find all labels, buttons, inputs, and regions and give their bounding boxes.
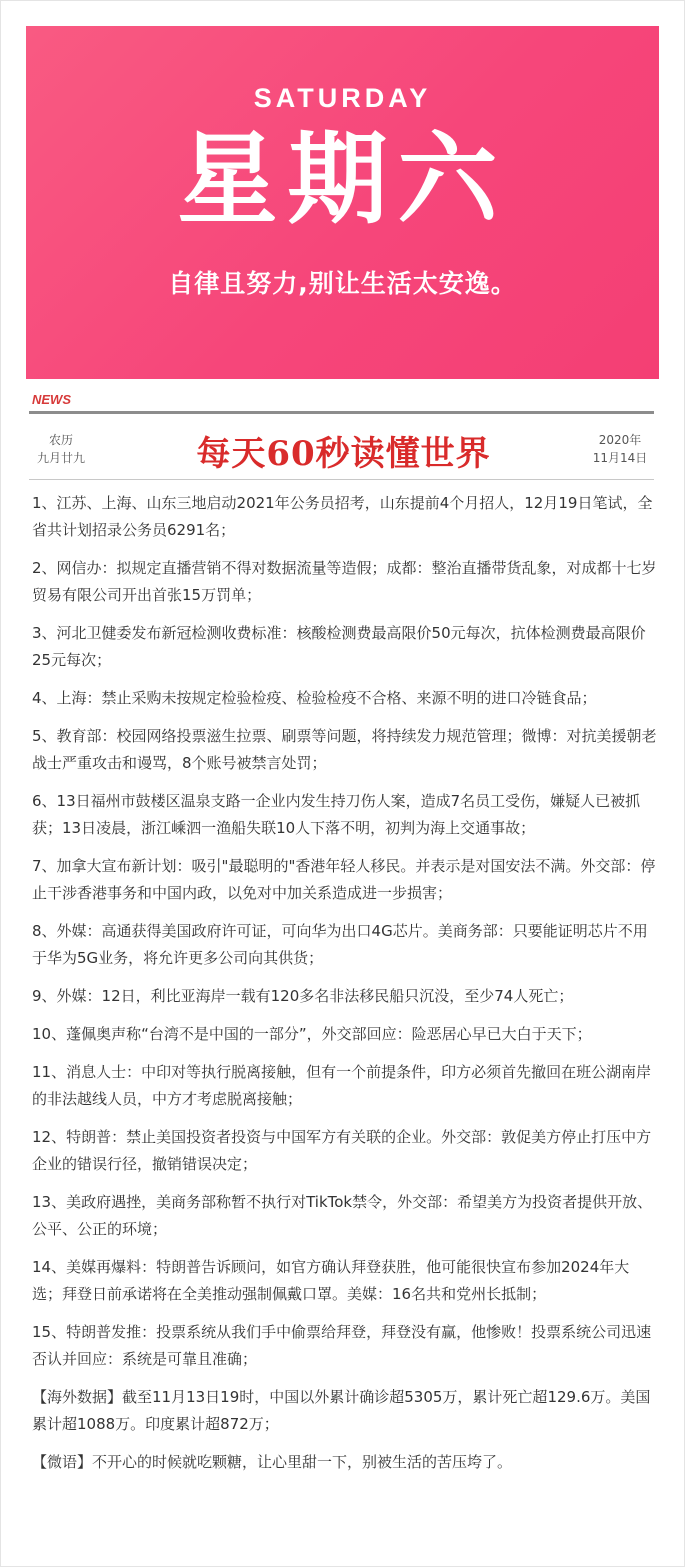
date-year: 2020年: [598, 433, 642, 447]
news-item: 15、特朗普发推：投票系统从我们手中偷票给拜登，拜登没有赢，他惨败！投票系统公司迅速否认并回应：系统是可靠且准确；: [32, 1323, 652, 1368]
news-item: 1、江苏、上海、山东三地启动2021年公务员招考，山东提前4个月招人，12月19日笔试，全省共计划招录公务员6291名；: [32, 494, 653, 539]
news-item: 14、美媒再爆料：特朗普告诉顾问，如官方确认拜登获胜，他可能很快宣布参加2024年大选；拜登日前承诺将在全美推动强制佩戴口罩。美媒：16名共和党州长抵制；: [32, 1258, 630, 1303]
banner-slogan: 自律且努力,别让生活太安逸。: [168, 269, 517, 298]
gregorian-date: [588, 431, 652, 467]
banner-day-chinese: 星期六: [177, 120, 508, 238]
date-day: 11月14日: [592, 451, 648, 465]
banner-day-english: SATURDAY: [253, 83, 432, 113]
news-item: 7、加拿大宣布新计划：吸引"最聪明的"香港年轻人移民。并表示是对国安法不满。外交部：停止干涉香港事务和中国内政，以免对中加关系造成进一步损害；: [32, 857, 656, 902]
news-item: 12、特朗普：禁止美国投资者投资与中国军方有关联的企业。外交部：敦促美方停止打压中方企业的错误行径，撤销错误决定；: [32, 1128, 652, 1173]
news-list: [32, 490, 657, 1487]
news-item: 2、网信办：拟规定直播营销不得对数据流量等造假；成都：整治直播带货乱象，对成都十七岁贸易有限公司开出首张15万罚单；: [32, 559, 657, 604]
news-tag: NEWS: [32, 392, 71, 407]
news-item: 10、蓬佩奥声称“台湾不是中国的一部分”，外交部回应：险恶居心早已大白于天下；: [32, 1025, 592, 1043]
lunar-label: 农历: [48, 433, 73, 447]
news-item: 9、外媒：12日，利比亚海岸一载有120多名非法移民船只沉没，至少74人死亡；: [32, 987, 574, 1005]
lunar-date: [34, 431, 88, 467]
header-bottom-rule: [29, 479, 654, 480]
news-item: 11、消息人士：中印对等执行脱离接触，但有一个前提条件，印方必须首先撤回在班公湖南岸的非法越线人员，中方才考虑脱离接触；: [32, 1063, 652, 1108]
daily-quote: 【微语】不开心的时候就吃颗糖，让心里甜一下，别被生活的苦压垮了。: [32, 1453, 513, 1471]
overseas-data: 【海外数据】截至11月13日19时，中国以外累计确诊超5305万，累计死亡超129.6万。美国累计超1088万。印度累计超872万；: [32, 1388, 651, 1433]
news-item: 6、13日福州市鼓楼区温泉支路一企业内发生持刀伤人案，造成7名员工受伤，嫌疑人已被抓获；13日凌晨，浙江嵊泗一渔船失联10人下落不明，初判为海上交通事故；: [32, 792, 641, 837]
news-item: 8、外媒：高通获得美国政府许可证，可向华为出口4G芯片。美商务部：只要能证明芯片不用于华为5G业务，将允许更多公司向其供货；: [32, 922, 648, 967]
page-title: 每天60秒读懂世界: [196, 434, 491, 474]
banner: [26, 26, 659, 379]
header-top-rule: [29, 411, 654, 414]
news-item: 13、美政府遇挫，美商务部称暂不执行对TikTok禁令，外交部：希望美方为投资者提供开放、公平、公正的环境；: [32, 1193, 653, 1238]
news-item: 5、教育部：校园网络投票滋生拉票、刷票等问题，将持续发力规范管理；微博：对抗美援朝老战士严重攻击和谩骂，8个账号被禁言处罚；: [32, 727, 657, 772]
news-item: 3、河北卫健委发布新冠检测收费标准：核酸检测费最高限价50元每次，抗体检测费最高限价25元每次；: [32, 624, 646, 669]
lunar-value: 九月廿九: [36, 451, 85, 465]
news-item: 4、上海：禁止采购未按规定检验检疫、检验检疫不合格、来源不明的进口冷链食品；: [32, 689, 597, 707]
